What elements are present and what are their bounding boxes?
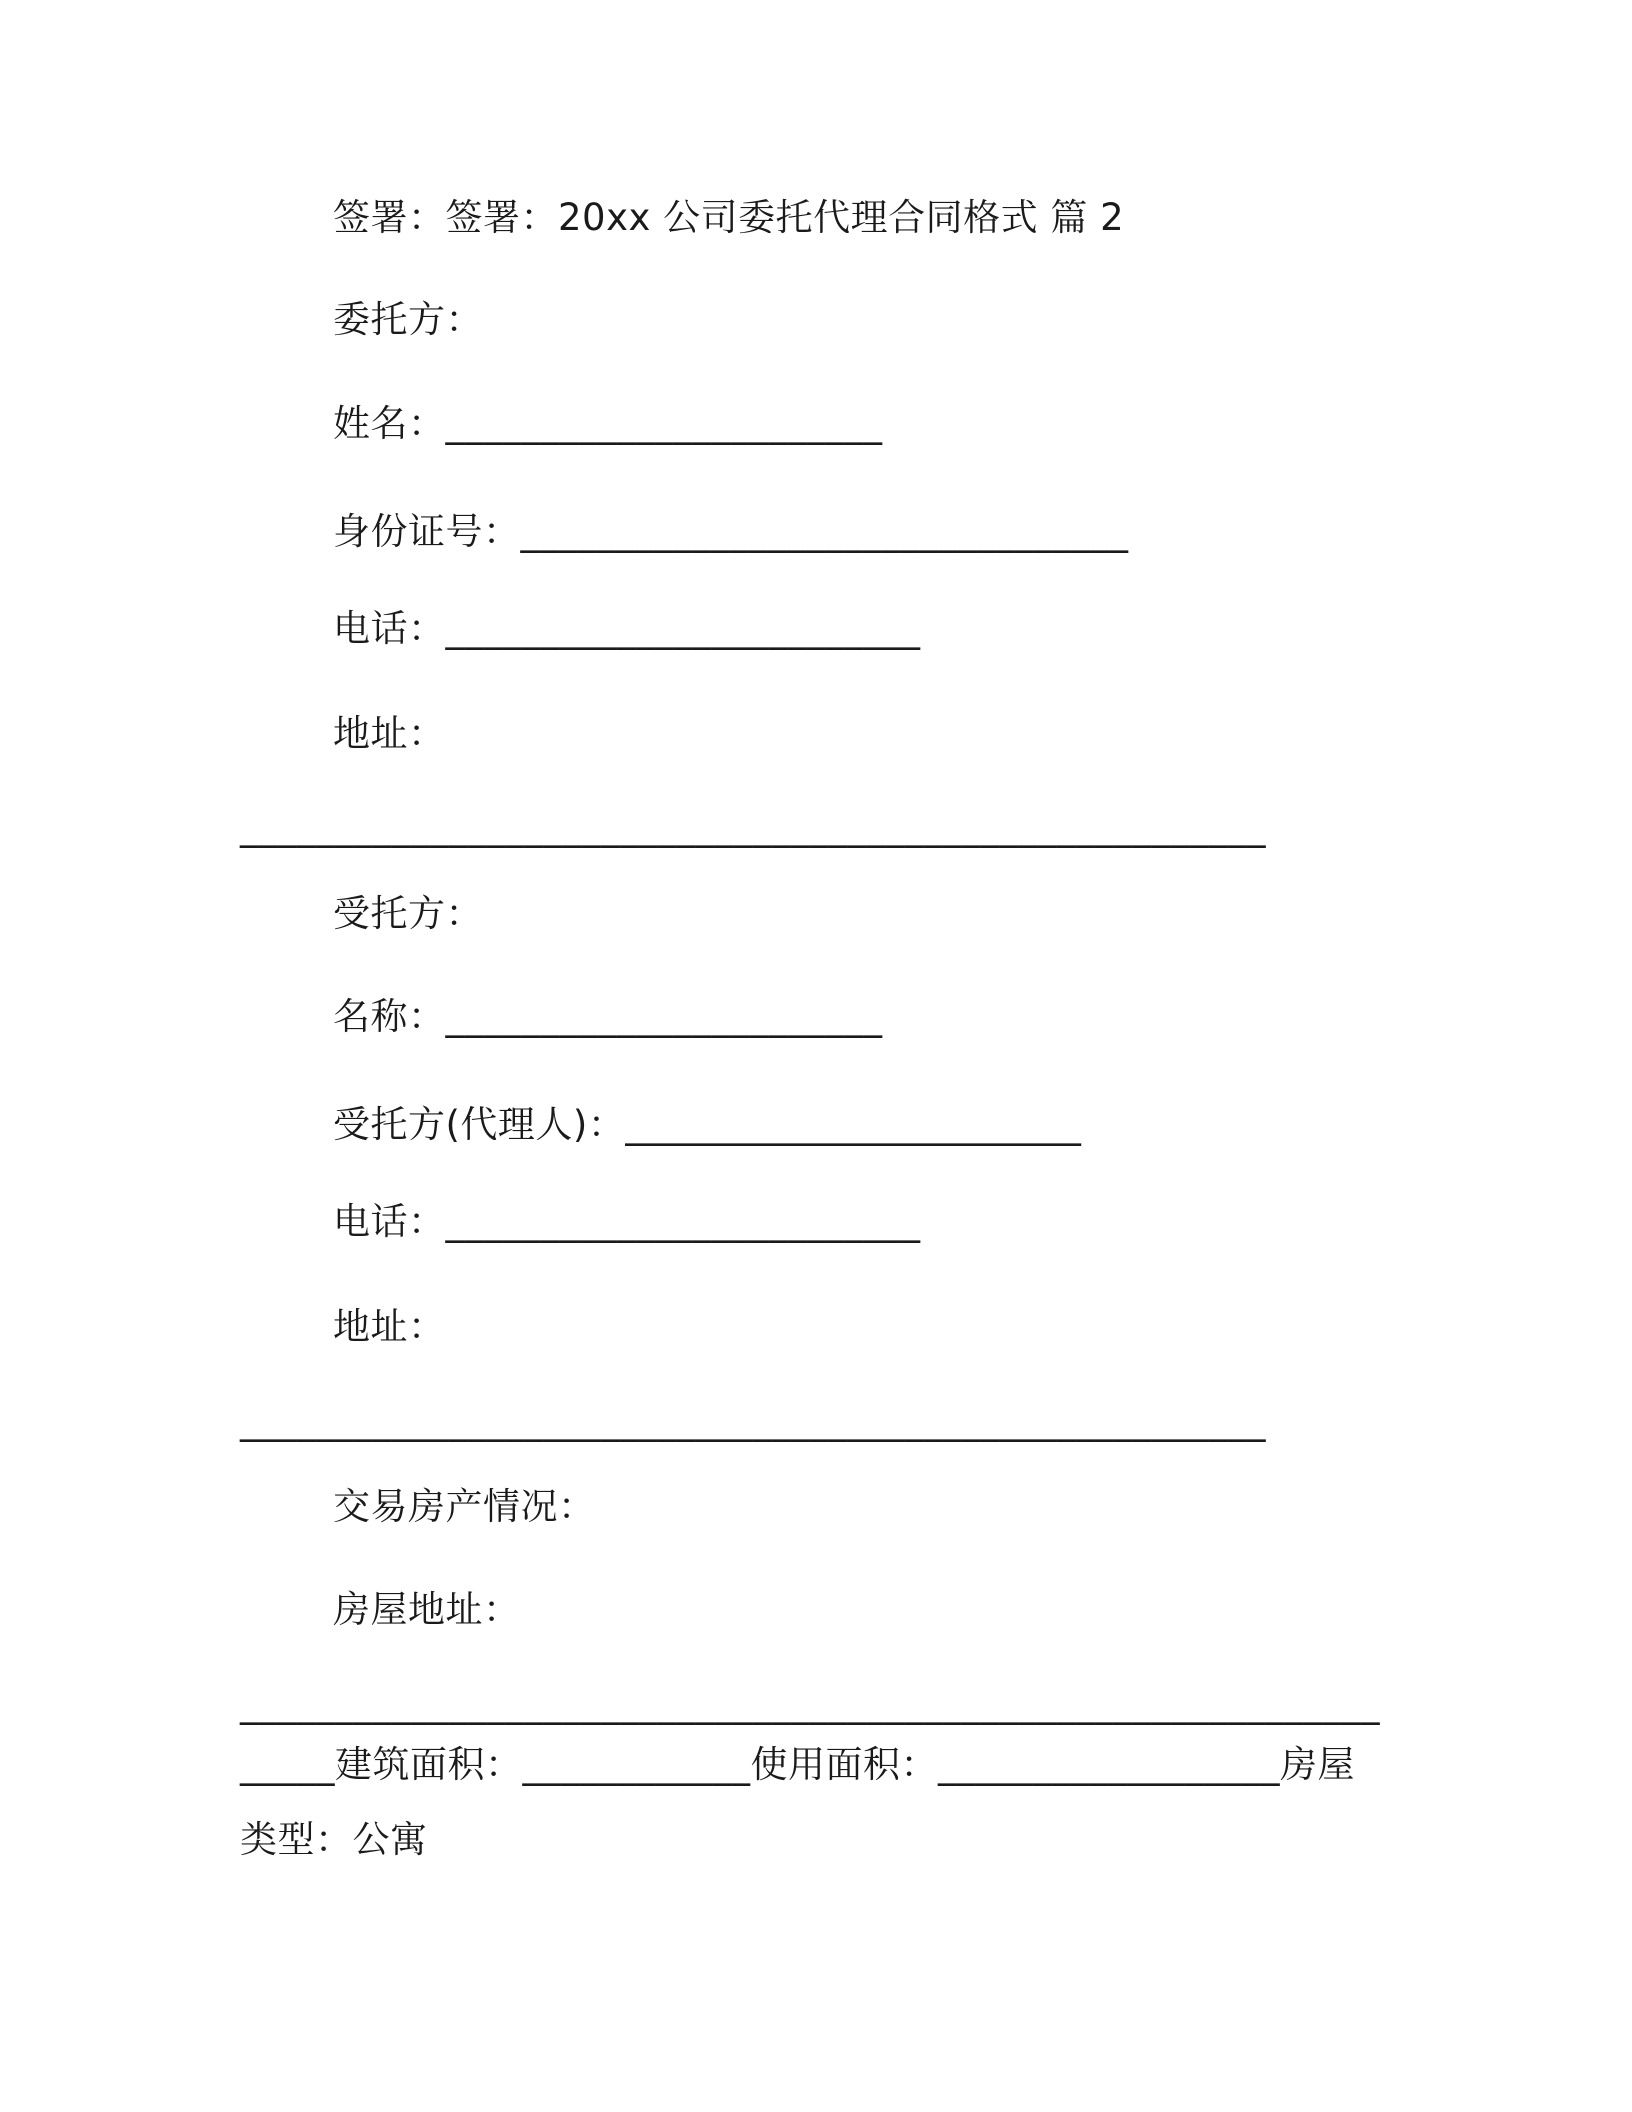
property-area-line: _____建筑面积：____________使用面积：__________________房屋 [240, 1743, 1355, 1786]
agent-name-field: 名称：_______________________ [333, 995, 883, 1038]
agent-representative-field: 受托方(代理人)：________________________ [333, 1103, 1082, 1146]
agent-address-blank: ______________________________________________________ [240, 1399, 1266, 1442]
property-address-blank: ____________________________________________________________ [240, 1682, 1380, 1725]
principal-phone-field: 电话：_________________________ [333, 607, 921, 650]
document-heading: 签署：签署：20xx 公司委托代理合同格式 篇 2 [333, 196, 1125, 239]
agent-label: 受托方： [333, 892, 483, 935]
agent-phone-field: 电话：_________________________ [333, 1200, 921, 1243]
principal-label: 委托方： [333, 298, 483, 341]
property-section-heading: 交易房产情况： [333, 1485, 596, 1528]
agent-address-label: 地址： [333, 1305, 446, 1348]
property-address-label: 房屋地址： [333, 1588, 521, 1631]
principal-id-field: 身份证号：________________________________ [333, 510, 1129, 553]
principal-address-blank: ______________________________________________________ [240, 805, 1266, 848]
principal-name-field: 姓名：_______________________ [333, 402, 883, 445]
property-type-line: 类型：公寓 [240, 1818, 428, 1861]
principal-address-label: 地址： [333, 712, 446, 755]
